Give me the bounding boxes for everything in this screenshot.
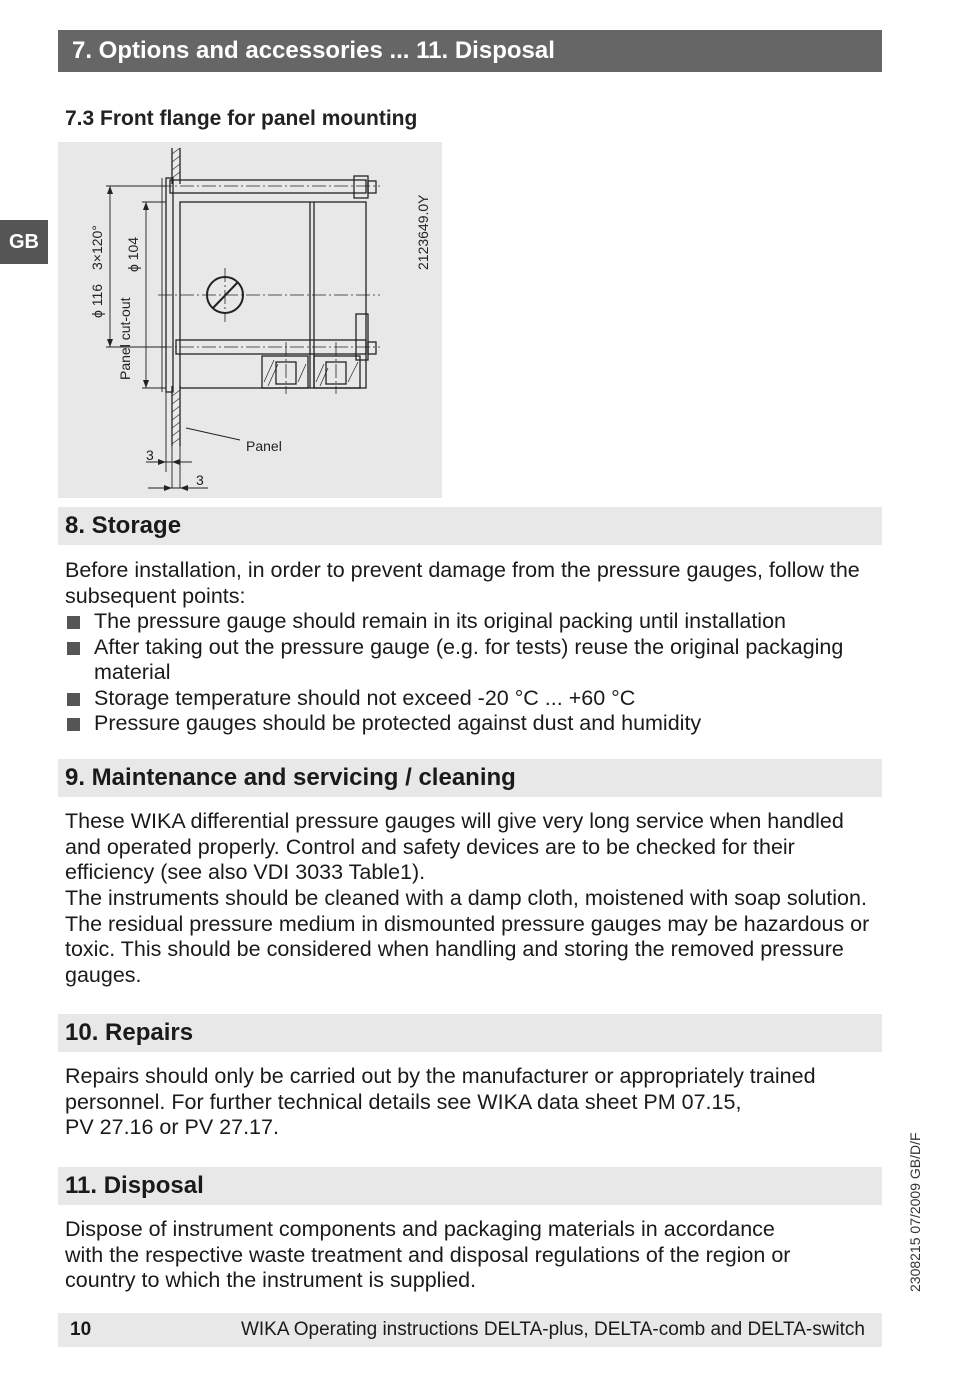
list-item: Storage temperature should not exceed -20 °C ... +60 °C [65,686,883,712]
cutout-label: Panel cut-out [117,297,133,380]
maintenance-paragraph-1: These WIKA differential pressure gauges will give very long service when handled and operated properly. Control and safety devices are to be checked for their efficiency (see also VDI 3033 Table1). [65,809,844,884]
top-bolt [170,180,366,193]
storage-intro: Before installation, in order to prevent damage from the pressure gauges, follow the subsequent points: [65,558,860,608]
maintenance-paragraph-2: The instruments should be cleaned with a damp cloth, moistened with soap solution. The residual pressure medium in dismounted pressure gauges may be hazardous or toxic. This should be considered when handling and storing the removed pressure gauges. [65,886,870,987]
bullet-square-icon [67,718,80,731]
maintenance-heading: 9. Maintenance and servicing / cleaning [58,759,882,797]
list-item: The pressure gauge should remain in its original packing until installation [65,609,883,635]
front-flange [166,178,173,392]
list-item: Pressure gauges should be protected against dust and humidity [65,711,883,737]
repairs-text: Repairs should only be carried out by the manufacturer or appropriately trained personnel. For further technical details see WIKA data sheet PM 07.15, PV 27.16 or PV 27.17. [65,1064,816,1139]
bullet-square-icon [67,693,80,706]
storage-list [65,609,883,737]
panel-label: Panel [246,438,282,454]
dim-3-panel: 3 [146,447,154,463]
disposal-heading: 11. Disposal [58,1167,882,1205]
document-code: 2308215 07/2009 GB/D/F [907,1132,923,1292]
page-header: 7. Options and accessories ... 11. Disposal [58,30,882,72]
bullet-square-icon [67,642,80,655]
drawing-number: 2123649.0Y [415,194,431,270]
flange-drawing [58,142,442,498]
language-tab: GB [0,220,48,264]
bullet-square-icon [67,616,80,629]
dim-3-flange: 3 [196,472,204,488]
footer-text: WIKA Operating instructions DELTA-plus, DELTA-comb and DELTA-switch [240,1319,865,1340]
dim-outer-diameter: ϕ 116 [89,283,105,318]
dim-inner-diameter: ϕ 104 [125,236,141,272]
dim-hole-pattern: 3×120° [89,225,105,270]
page-footer [58,1313,882,1347]
page-number: 10 [70,1319,92,1340]
repairs-heading: 10. Repairs [58,1014,882,1052]
section-7-3-heading: 7.3 Front flange for panel mounting [65,107,418,130]
disposal-text: Dispose of instrument components and packaging materials in accordance with the respective waste treatment and disposal regulations of the region or country to which the instrument is supplied. [65,1217,791,1292]
storage-heading: 8. Storage [58,507,882,545]
flange-drawing-svg [58,142,442,498]
list-item: After taking out the pressure gauge (e.g. for tests) reuse the original packaging material [65,635,883,686]
